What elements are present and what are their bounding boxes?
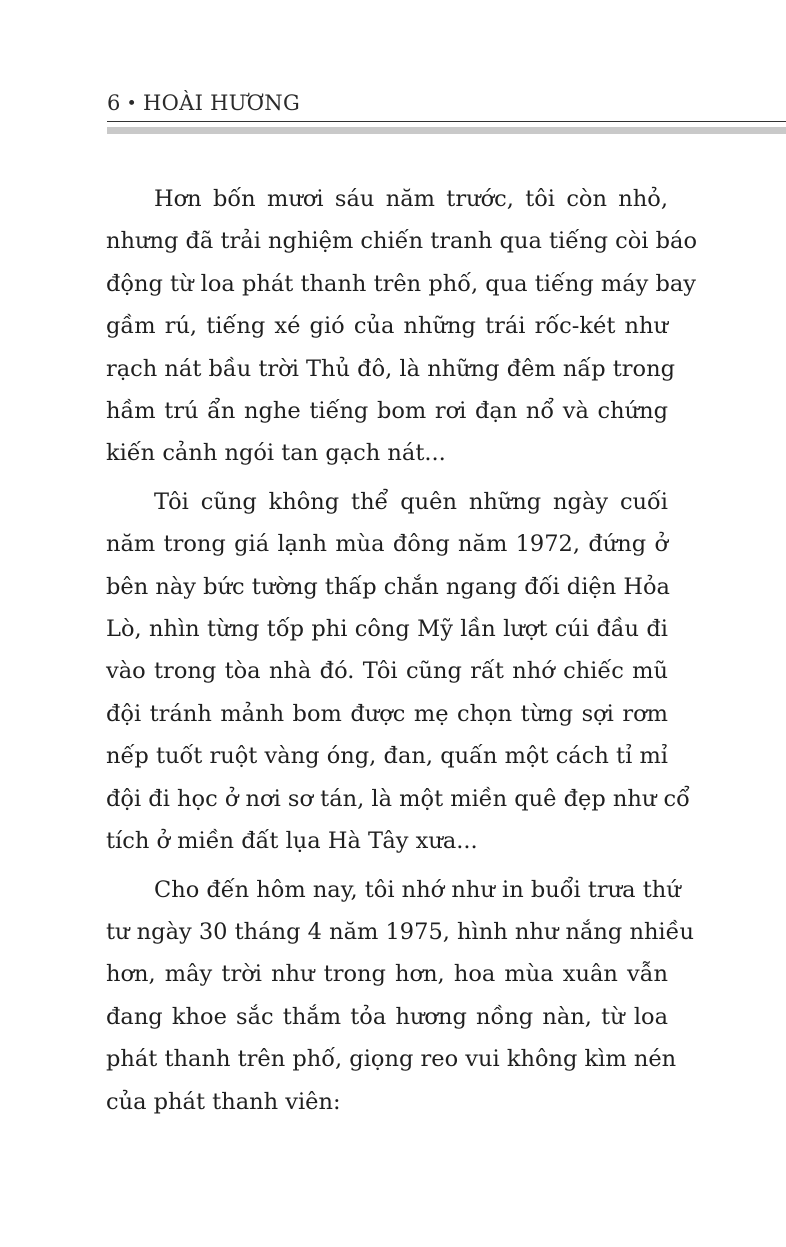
text-line: năm trong giá lạnh mùa đông năm 1972, đứng ở bbox=[106, 531, 668, 558]
header-rule-thin bbox=[107, 121, 786, 122]
header-rule-thick bbox=[107, 127, 786, 134]
text-line: Lò, nhìn từng tốp phi công Mỹ lần lượt cúi đầu đi bbox=[106, 616, 668, 643]
text-line: đang khoe sắc thắm tỏa hương nồng nàn, từ loa bbox=[106, 1003, 668, 1030]
text-line: nếp tuốt ruột vàng óng, đan, quấn một cách tỉ mỉ bbox=[106, 743, 668, 770]
text-line: gầm rú, tiếng xé gió của những trái rốc-két như bbox=[106, 313, 668, 340]
text-line: kiến cảnh ngói tan gạch nát... bbox=[106, 440, 446, 467]
paragraph-3 bbox=[106, 869, 694, 1123]
body-text bbox=[106, 178, 697, 1129]
page-number: 6 bbox=[107, 91, 121, 115]
text-line: rạch nát bầu trời Thủ đô, là những đêm nấp trong bbox=[106, 355, 675, 382]
text-line: đội đi học ở nơi sơ tán, là một miền quê đẹp như cổ bbox=[106, 785, 690, 812]
text-line: hơn, mây trời như trong hơn, hoa mùa xuân vẫn bbox=[106, 961, 668, 988]
text-line: động từ loa phát thanh trên phố, qua tiếng máy bay bbox=[106, 270, 697, 297]
running-header bbox=[107, 88, 786, 124]
text-line: Tôi cũng không thể quên những ngày cuối bbox=[154, 488, 668, 515]
running-title: HOÀI HƯƠNG bbox=[143, 91, 301, 115]
header-separator: • bbox=[126, 94, 137, 114]
text-line: bên này bức tường thấp chắn ngang đối diện Hỏa bbox=[106, 573, 670, 600]
text-line: Hơn bốn mươi sáu năm trước, tôi còn nhỏ, bbox=[154, 186, 668, 212]
text-line: Cho đến hôm nay, tôi nhớ như in buổi trưa thứ bbox=[154, 876, 681, 903]
text-line: đội tránh mảnh bom được mẹ chọn từng sợi rơm bbox=[106, 700, 668, 727]
text-line: hầm trú ẩn nghe tiếng bom rơi đạn nổ và chứng bbox=[106, 398, 668, 425]
paragraph-1 bbox=[106, 178, 697, 475]
text-line: vào trong tòa nhà đó. Tôi cũng rất nhớ chiếc mũ bbox=[106, 658, 668, 685]
text-line: tích ở miền đất lụa Hà Tây xưa... bbox=[106, 828, 478, 855]
text-line: nhưng đã trải nghiệm chiến tranh qua tiếng còi báo bbox=[106, 228, 697, 255]
text-line: phát thanh trên phố, giọng reo vui không kìm nén bbox=[106, 1046, 677, 1073]
text-line: tư ngày 30 tháng 4 năm 1975, hình như nắng nhiều bbox=[106, 918, 694, 945]
paragraph-2 bbox=[106, 481, 690, 863]
text-line: của phát thanh viên: bbox=[106, 1088, 341, 1115]
